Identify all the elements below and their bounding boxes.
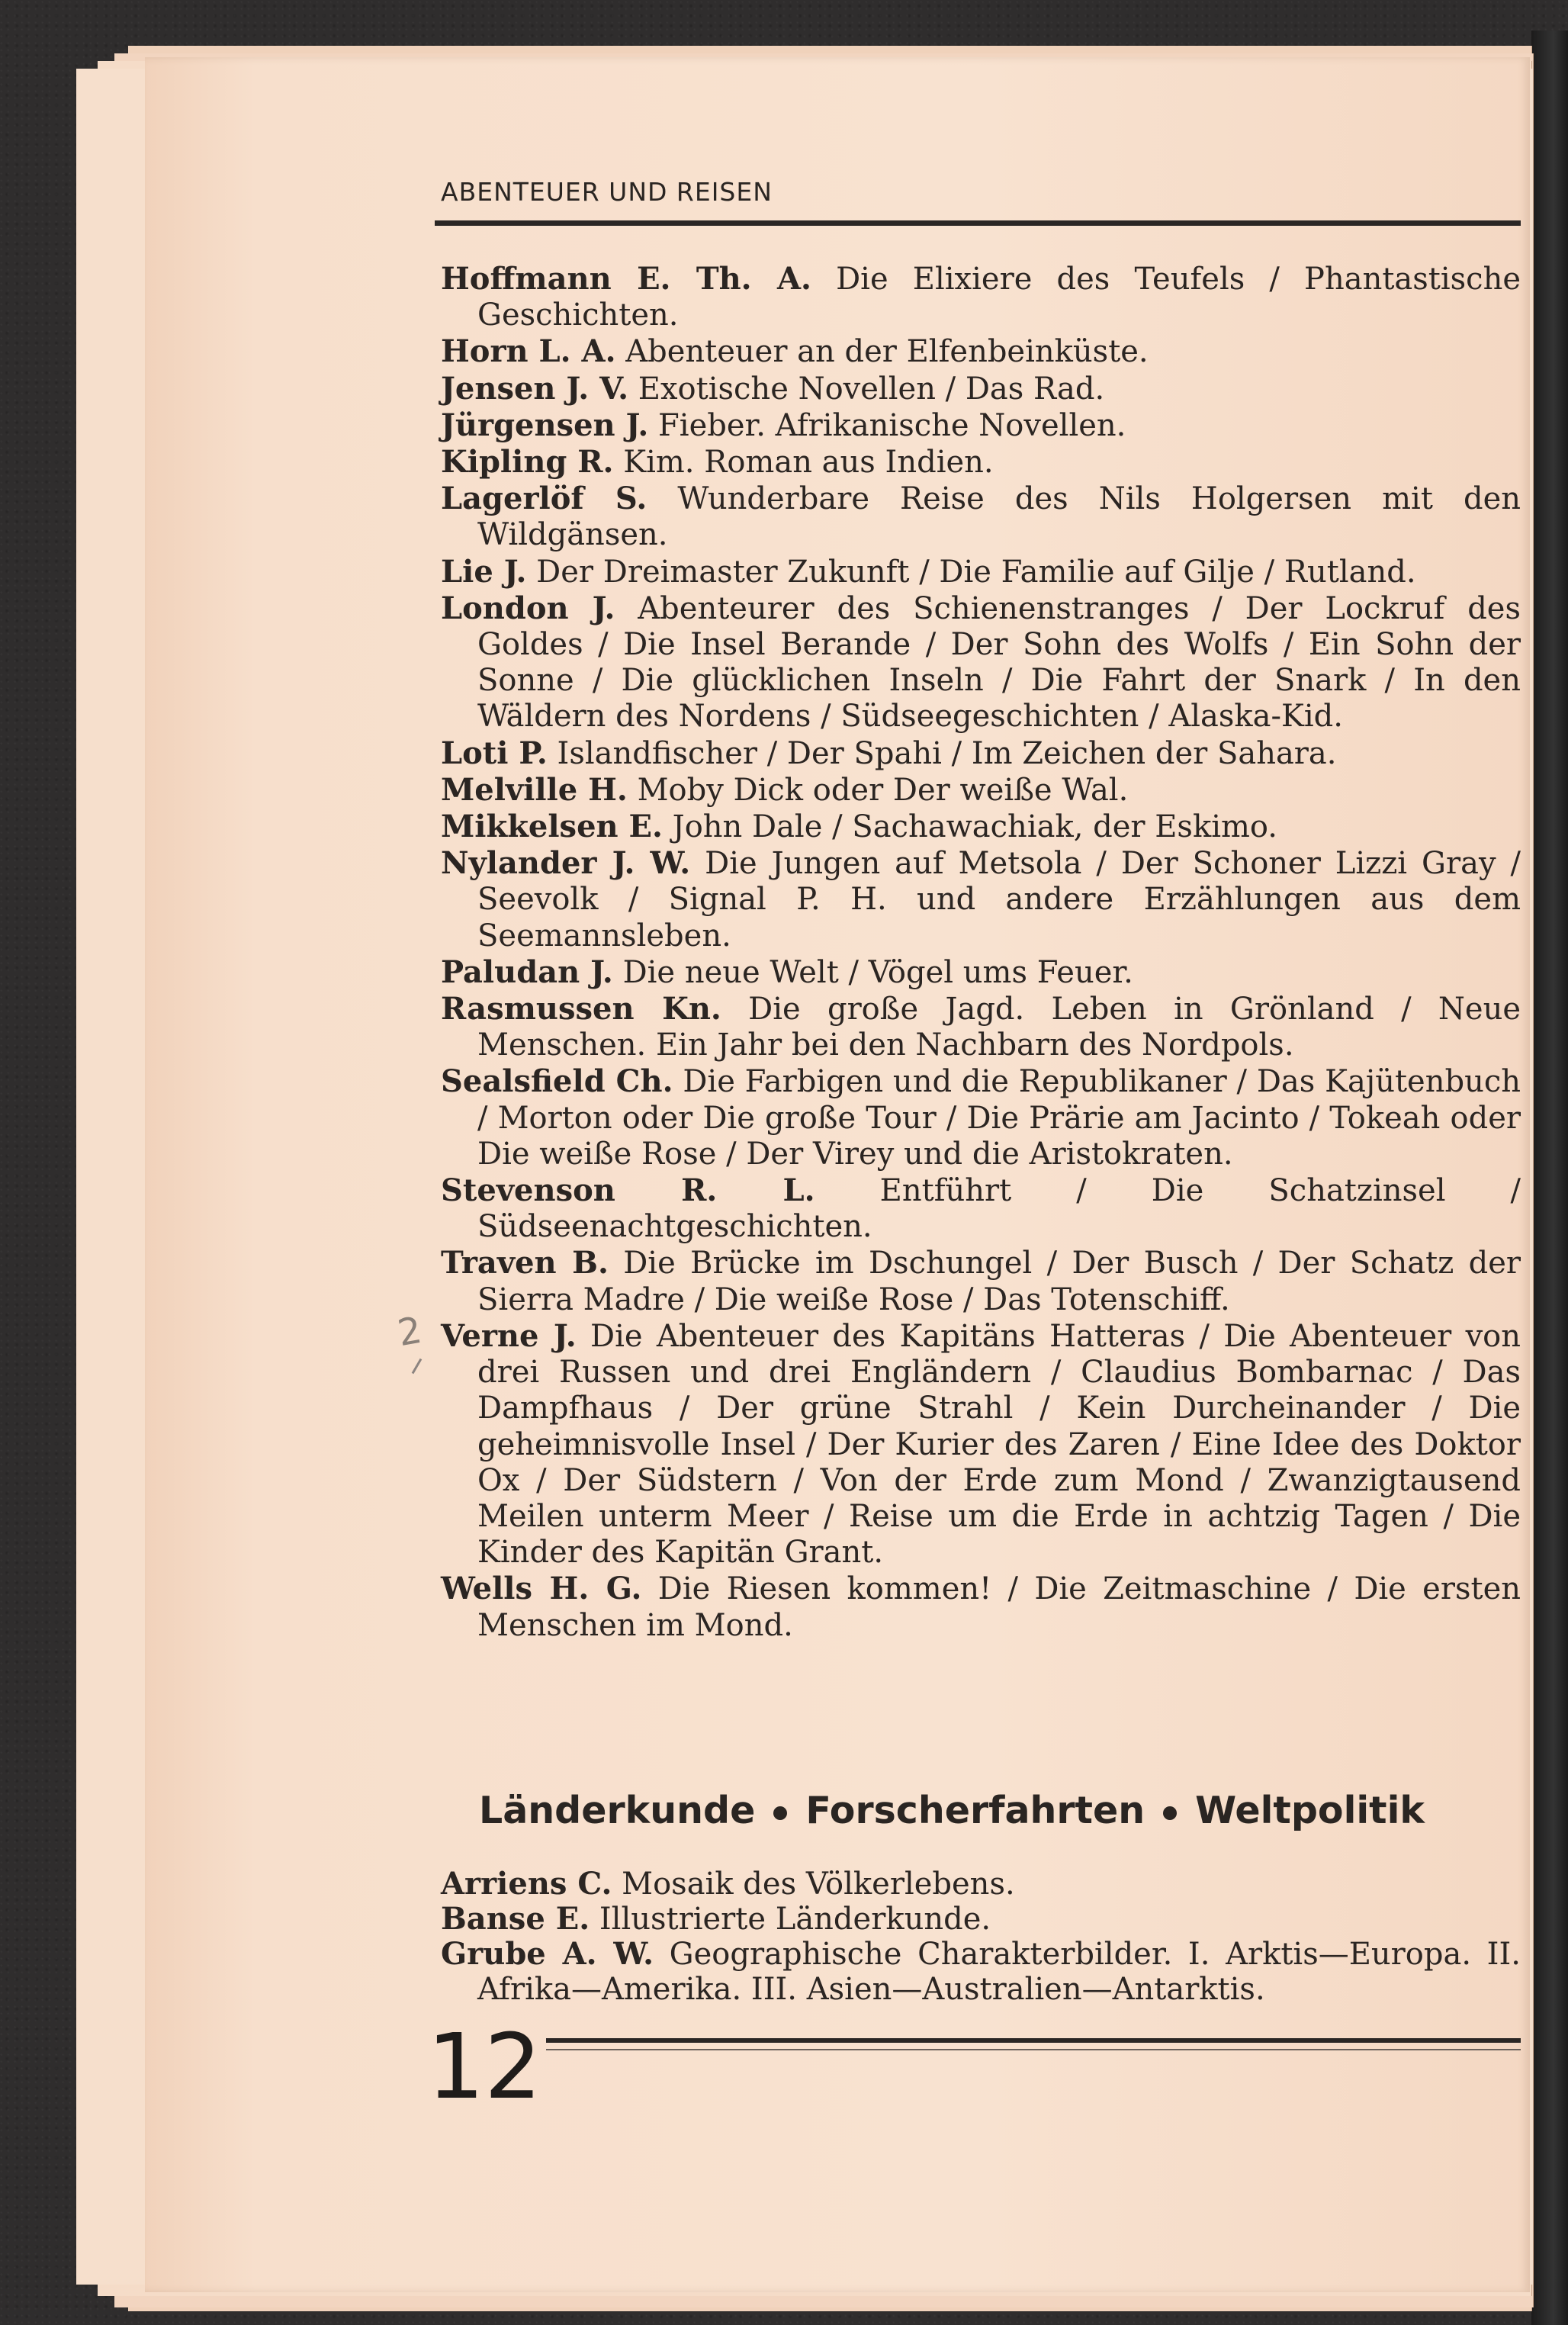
entry-author: Banse E. (441, 1901, 590, 1937)
entry-works: John Dale / Sachawachiak, der Eskimo. (672, 809, 1278, 845)
list-item (441, 809, 1521, 845)
list-item (441, 1172, 1521, 1245)
entry-author: Nylander J. W. (441, 845, 691, 882)
entry-author: Jensen J. V. (441, 370, 629, 407)
entry-works: Geographische Charakterbilder. I. Arktis—Europa. II. Afrika—Amerika. III. Asien—Australien—Antarktis. (477, 1937, 1521, 2007)
list-item (441, 991, 1521, 1063)
entry-list-geography (441, 1867, 1521, 2007)
list-item (441, 481, 1521, 553)
entry-works: Der Dreimaster Zukunft / Die Familie auf Gilje / Rutland. (536, 554, 1416, 590)
list-item (441, 845, 1521, 954)
entry-author: Kipling R. (441, 444, 614, 481)
section-heading-part: Länderkunde (479, 1789, 756, 1832)
list-item (441, 735, 1521, 772)
entry-author: Sealsfield Ch. (441, 1063, 673, 1100)
entry-works: Abenteuer an der Elfenbeinküste. (625, 334, 1149, 370)
entry-works: Abenteurer des Schienenstranges / Der Lockruf des Goldes / Die Insel Berande / Der Sohn des Wolfs / Ein Sohn der Sonne / Die glücklichen Inseln / Die Fahrt der Snark / In den Wäldern des Nordens / Südseegeschichten / Alaska-Kid. (477, 590, 1521, 735)
entry-author: London J. (441, 590, 615, 626)
entry-works: Die Elixiere des Teufels / Phantastische Geschichten. (477, 262, 1521, 333)
entry-works: Kim. Roman aus Indien. (623, 445, 994, 481)
entry-author: Horn L. A. (441, 333, 616, 370)
page-number: 12 (427, 2014, 542, 2119)
list-item (441, 772, 1521, 809)
entry-author: Jürgensen J. (441, 407, 649, 443)
entry-author: Wells H. G. (441, 1571, 642, 1607)
list-item (441, 954, 1521, 991)
list-item (441, 1867, 1521, 1902)
entry-author: Traven B. (441, 1245, 609, 1281)
list-item (441, 1245, 1521, 1317)
footer-rule (546, 2038, 1521, 2043)
entry-works: Die Jungen auf Metsola / Der Schoner Lizzi Gray / Seevolk / Signal P. H. und andere Erzählungen aus dem Seemannsleben. (477, 846, 1521, 953)
list-item (441, 333, 1521, 370)
list-item (441, 407, 1521, 444)
entry-works: Die neue Welt / Vögel ums Feuer. (622, 954, 1133, 990)
entry-list-adventure (441, 261, 1521, 1644)
entry-works: Wunderbare Reise des Nils Holgersen mit den Wildgänsen. (477, 481, 1521, 553)
list-item (441, 590, 1521, 735)
entry-author: Verne J. (441, 1317, 577, 1354)
list-item (441, 371, 1521, 407)
entry-works: Die Abenteuer des Kapitäns Hatteras / Die Abenteuer von drei Russen und drei Engländern / Claudius Bombarnac / Das Dampfhaus / Der grüne Strahl / Kein Durcheinander / Die geheimnisvolle Insel / Der Kurier des Zaren / Eine Idee des Doktor Ox / Der Südstern / Von der Erde zum Mond / Zwanzigtausend Meilen unterm Meer / Reise um die Erde in achtzig Tagen / Die Kinder des Kapitän Grant. (477, 1318, 1521, 1571)
entry-works: Die Riesen kommen! / Die Zeitmaschine / Die ersten Menschen im Mond. (477, 1571, 1521, 1643)
entry-author: Hoffmann E. Th. A. (441, 261, 811, 297)
entry-author: Paludan J. (441, 953, 613, 990)
entry-works: Die Brücke im Dschungel / Der Busch / Der Schatz der Sierra Madre / Die weiße Rose / Das Totenschiff. (477, 1246, 1521, 1317)
entry-works: Fieber. Afrikanische Novellen. (658, 407, 1126, 443)
entry-author: Stevenson R. L. (441, 1172, 815, 1209)
entry-author: Lagerlöf S. (441, 481, 647, 517)
entry-author: Loti P. (441, 735, 548, 771)
entry-works: Moby Dick oder Der weiße Wal. (637, 772, 1129, 808)
section-heading (479, 1789, 1425, 1832)
header-rule (435, 220, 1521, 226)
entry-works: Entführt / Die Schatzinsel / Südseenachtgeschichten. (477, 1173, 1521, 1245)
entry-author: Mikkelsen E. (441, 809, 663, 845)
list-item (441, 1063, 1521, 1172)
entry-author: Melville H. (441, 771, 628, 808)
section-heading-part: Weltpolitik (1195, 1789, 1425, 1832)
book-binding (1531, 31, 1568, 2325)
list-item (441, 1937, 1521, 2007)
bullet-icon (773, 1806, 787, 1820)
bullet-icon (1163, 1806, 1177, 1820)
entry-works: Islandfischer / Der Spahi / Im Zeichen der Sahara. (557, 735, 1337, 771)
entry-author: Rasmussen Kn. (441, 991, 721, 1027)
list-item (441, 444, 1521, 481)
list-item (441, 261, 1521, 333)
running-head: ABENTEUER UND REISEN (441, 177, 773, 207)
list-item (441, 554, 1521, 590)
list-item (441, 1902, 1521, 1937)
entry-works: Illustrierte Länderkunde. (599, 1902, 991, 1937)
pencil-note: 2 (394, 1308, 426, 1355)
entry-works: Die Farbigen und die Republikaner / Das Kajütenbuch / Morton oder Die große Tour / Die Prärie am Jacinto / Tokeah oder Die weiße Rose / Der Virey und die Aristokraten. (477, 1064, 1521, 1172)
entry-works: Mosaik des Völkerlebens. (622, 1867, 1015, 1902)
entry-author: Arriens C. (441, 1866, 612, 1902)
list-item (441, 1571, 1521, 1643)
list-item (441, 1318, 1521, 1571)
entry-works: Exotische Novellen / Das Rad. (638, 371, 1105, 407)
section-heading-part: Forscherfahrten (805, 1789, 1145, 1832)
footer-rule-thin (546, 2049, 1521, 2050)
entry-works: Die große Jagd. Leben in Grönland / Neue Menschen. Ein Jahr bei den Nachbarn des Nordpols. (477, 992, 1521, 1063)
entry-author: Lie J. (441, 553, 527, 590)
entry-author: Grube A. W. (441, 1936, 654, 1972)
